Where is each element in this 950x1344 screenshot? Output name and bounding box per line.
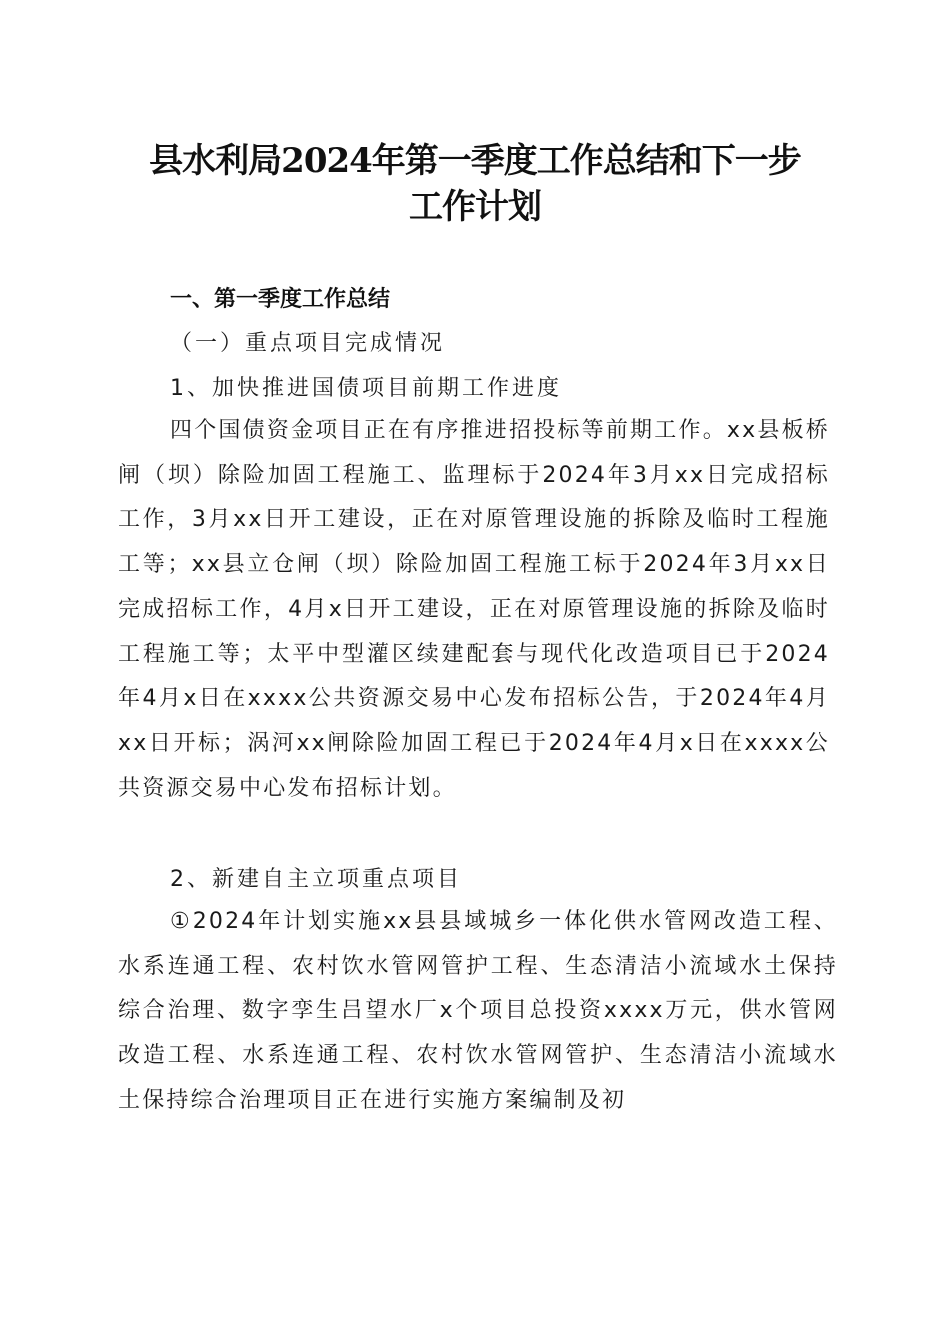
subsection-heading: （一）重点项目完成情况	[170, 331, 446, 356]
paragraph-1: 四个国债资金项目正在有序推进招投标等前期工作。xx县板桥闸（坝）除险加固工程施工、监理标于2024年3月xx日完成招标工作，3月xx日开工建设，正在对原管理设施的拆除及临时工程施工等；xx县立仓闸（坝）除险加固工程施工标于2024年3月xx日完成招标工作，4月x日开工建设，正在对原管理设施的拆除及临时工程施工等；太平中型灌区续建配套与现代化改造项目已于2024年4月x日在xxxx公共资源交易中心发布招标公告，于2024年4月xx日开标；涡河xx闸除险加固工程已于2024年4月x日在xxxx公共资源交易中心发布招标计划。	[118, 418, 830, 801]
item-heading-1: 1、加快推进国债项目前期工作进度	[170, 376, 562, 401]
section-heading: 一、第一季度工作总结	[170, 287, 391, 312]
document-title	[100, 138, 850, 230]
paragraph-2: ①2024年计划实施xx县县域城乡一体化供水管网改造工程、水系连通工程、农村饮水管网管护工程、生态清洁小流域水土保持综合治理、数字孪生吕望水厂x个项目总投资xxxx万元，供水管网改造工程、水系连通工程、农村饮水管网管护、生态清洁小流域水土保持综合治理项目正在进行实施方案编制及初	[118, 909, 838, 1113]
title-line-2: 工作计划	[409, 187, 541, 227]
title-line-1: 县水利局2024年第一季度工作总结和下一步	[149, 141, 801, 181]
item-heading-2: 2、新建自主立项重点项目	[170, 867, 462, 892]
